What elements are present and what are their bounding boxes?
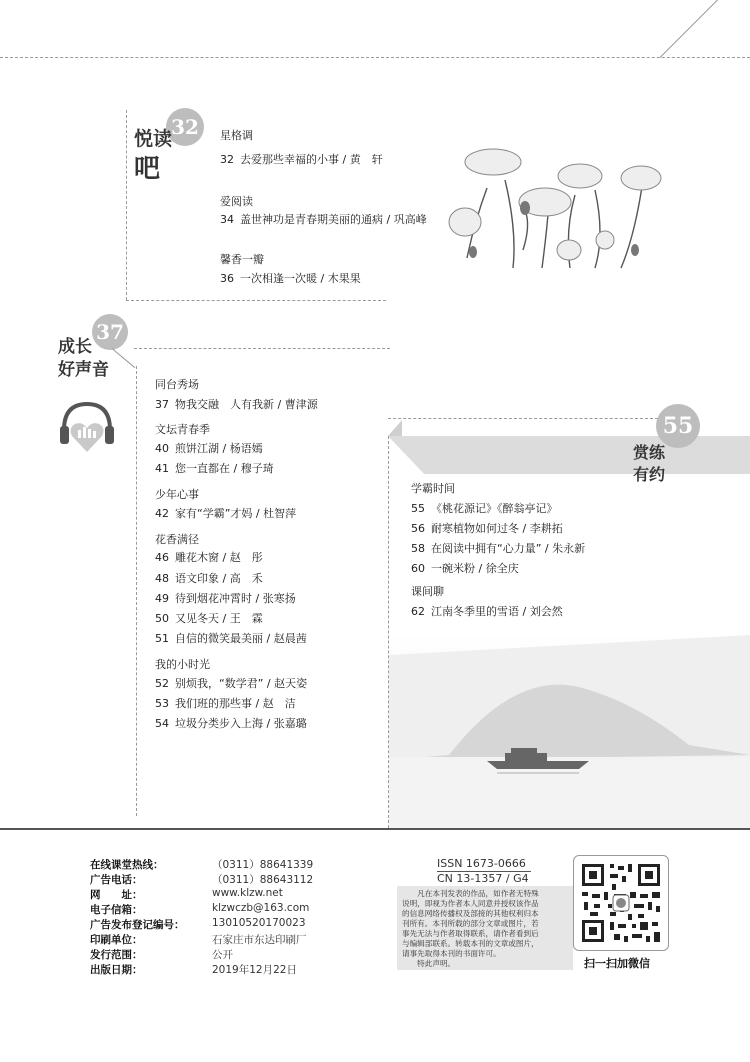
toc-entry-page: 42 [155,507,169,520]
chengzhang-slant-line [112,348,136,368]
wechat-qr-code[interactable] [573,855,669,951]
toc-entry[interactable] [155,460,274,476]
toc-entry[interactable] [220,211,427,227]
info-value[interactable]: www.klzw.net [212,887,283,899]
qr-caption: 扫一扫加微信 [584,957,650,970]
poppy-flowers-illustration [445,140,670,270]
toc-entry-page: 56 [411,522,425,535]
issn-number: ISSN 1673-0666 [437,857,526,870]
toc-entry-page: 40 [155,442,169,455]
info-label: 网 址： [90,889,143,901]
toc-entry-title: 家有“学霸”才妈 / 杜智萍 [175,507,297,520]
toc-entry-page: 54 [155,717,169,730]
toc-entry[interactable] [411,520,563,536]
toc-entry[interactable] [155,505,296,521]
info-value: （0311）88641339 [212,859,314,871]
category-label: 文坛青春季 [155,423,210,436]
toc-entry-title: 盖世神功是青春期美丽的通病 / 巩高峰 [240,213,427,226]
info-label: 广告发布登记编号： [90,919,185,931]
notice-line: 说明，即视为作者本人同意并授权该作品 [402,899,539,908]
info-label: 广告电话： [90,874,143,886]
toc-entry-title: 我们班的那些事 / 赵 洁 [175,697,296,710]
toc-entry-title: 耐寒植物如何过冬 / 李耕拓 [431,522,563,535]
headphone-heart-icon [56,396,118,458]
toc-entry-page: 50 [155,612,169,625]
toc-entry-page: 41 [155,462,169,475]
toc-entry-title: 待到烟花冲霄时 / 张寒扬 [175,592,296,605]
shanglian-corner-triangle [388,420,402,436]
yuedu-title-line2: 吧 [134,154,161,184]
info-value: 公开 [212,949,233,961]
category-label: 我的小时光 [155,658,210,671]
toc-entry-page: 51 [155,632,169,645]
toc-entry[interactable] [411,603,563,619]
toc-entry-page: 55 [411,502,425,515]
toc-entry-page: 37 [155,398,169,411]
toc-entry-title: 煎饼江湖 / 杨语嫣 [175,442,263,455]
toc-entry[interactable] [155,590,296,606]
chengzhang-page-badge: 37 [92,314,128,350]
diagonal-line [660,0,724,58]
category-label: 同台秀场 [155,378,199,391]
info-value[interactable]: klzwczb@163.com [212,902,310,914]
toc-entry[interactable] [155,695,296,711]
toc-entry-title: 自信的微笑最美丽 / 赵晨茜 [175,632,307,645]
info-label: 出版日期： [90,964,143,976]
toc-entry-title: 物我交融 人有我新 / 曹津源 [175,398,318,411]
top-divider [0,57,750,58]
toc-entry[interactable] [155,610,263,626]
toc-entry-title: 雕花木窗 / 赵 彤 [175,551,263,564]
toc-entry-page: 52 [155,677,169,690]
toc-entry[interactable] [411,540,585,556]
yuedu-title-line1: 悦读 [134,128,173,150]
toc-entry[interactable] [220,270,361,286]
toc-entry-page: 53 [155,697,169,710]
chengzhang-left-divider [136,366,137,816]
toc-entry-title: 您一直都在 / 穆子琦 [175,462,274,475]
toc-entry[interactable] [411,560,519,576]
toc-entry-title: 又见冬天 / 王 霖 [175,612,263,625]
yuedu-page-badge: 32 [166,108,204,146]
shanglian-title-panel [388,436,750,474]
toc-entry-page: 34 [220,213,234,226]
shanglian-title-line1: 赏练 [633,443,666,462]
category-label: 馨香一瓣 [220,253,264,266]
info-value: 石家庄市东达印刷厂 [212,934,307,946]
toc-entry[interactable] [155,396,318,412]
info-value: 13010520170023 [212,917,306,929]
shanglian-page-badge: 55 [656,404,700,448]
toc-entry-title: 别烦我，“数学君” / 赵天姿 [175,677,308,690]
toc-entry[interactable] [155,440,263,456]
toc-entry-page: 49 [155,592,169,605]
toc-entry[interactable] [155,549,263,565]
category-label: 星格调 [220,129,253,142]
toc-entry-title: 《桃花源记》《醉翁亭记》 [431,502,558,515]
notice-line: 事先无法与作者取得联系，请作者看到后 [402,929,539,938]
cn-number: CN 13-1357 / G4 [437,872,529,885]
toc-entry-page: 60 [411,562,425,575]
toc-entry-title: 语文印象 / 高 禾 [175,572,263,585]
qr-pattern-icon [574,856,668,950]
toc-entry-page: 36 [220,272,234,285]
info-value: 2019年12月22日 [212,964,297,976]
chengzhang-top-divider [134,348,390,349]
toc-entry-title: 一次相逢一次暖 / 木果果 [240,272,361,285]
notice-line: 请事先取得本刊的书面许可。 [402,949,501,958]
chengzhang-title-line2: 好声音 [58,360,109,380]
notice-line: 特此声明。 [402,959,456,968]
toc-entry-page: 48 [155,572,169,585]
category-label: 花香满径 [155,533,199,546]
info-label: 发行范围： [90,949,143,961]
notice-line: 凡在本刊发表的作品，如作者无特殊 [402,889,539,898]
lake-boat-illustration [389,635,750,828]
toc-entry[interactable] [155,570,263,586]
toc-entry-title: 一碗米粉 / 徐全庆 [431,562,519,575]
category-label: 爱阅读 [220,195,253,208]
info-label: 印刷单位： [90,934,143,946]
toc-entry-page: 46 [155,551,169,564]
info-label: 在线课堂热线： [90,859,164,871]
toc-entry-title: 在阅读中拥有“心力量” / 朱永新 [431,542,586,555]
shanglian-top-divider [388,418,658,419]
notice-line: 刊所有。本刊所载的部分文章或图片，若 [402,919,539,928]
toc-entry-page: 58 [411,542,425,555]
toc-entry[interactable] [220,151,383,167]
notice-line: 的信息网络传播权及部接的其他权利归本 [402,909,539,918]
yuedu-left-divider [126,110,127,300]
info-label: 电子信箱： [90,904,143,916]
info-value: （0311）88643112 [212,874,314,886]
category-label: 学霸时间 [411,482,455,495]
bottom-divider [0,828,750,830]
toc-entry-title: 去爱那些幸福的小事 / 黄 轩 [240,153,383,166]
yuedu-bottom-divider [126,300,386,301]
category-label: 少年心事 [155,488,199,501]
toc-entry-title: 江南冬季里的雪语 / 刘会然 [431,605,563,618]
toc-entry[interactable] [155,675,307,691]
shanglian-title-line2: 有约 [633,465,666,484]
toc-entry-page: 32 [220,153,234,166]
toc-entry-page: 62 [411,605,425,618]
category-label: 课间聊 [411,585,444,598]
notice-line: 与编辑部联系。转载本刊的文章或图片， [402,939,539,948]
toc-entry-title: 垃圾分类步入上海 / 张嘉璐 [175,717,307,730]
toc-entry[interactable] [155,715,307,731]
toc-entry[interactable] [155,630,307,646]
toc-entry[interactable] [411,500,558,516]
chengzhang-title-line1: 成长 [58,337,92,357]
